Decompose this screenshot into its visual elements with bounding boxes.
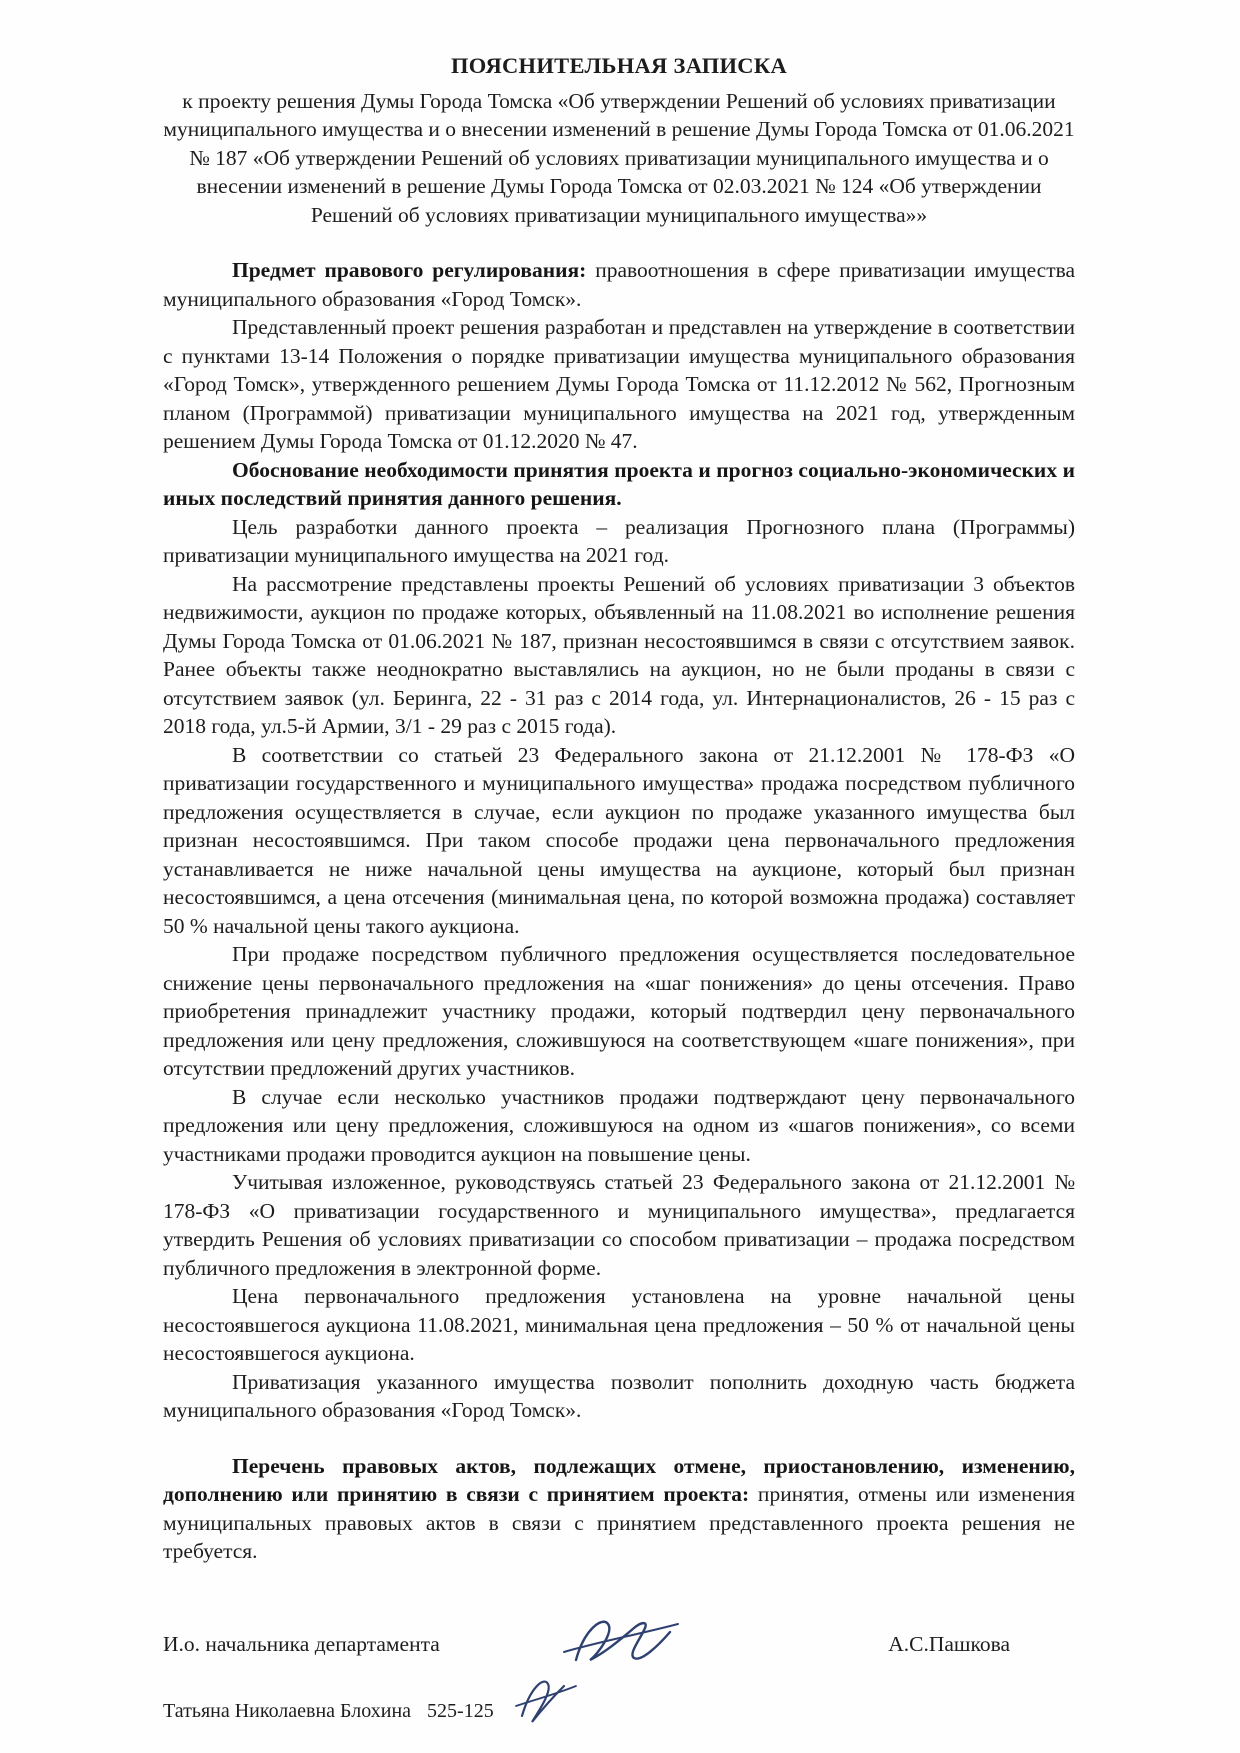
paragraph-text: Цена первоначального предложения установлена на уровне начальной цены несостоявшегося аукциона 11.08.2021, минимальная цена предложения – 50 % от начальной цены несостоявшегося аукциона. bbox=[163, 1284, 1075, 1365]
signer-position: И.о. начальника департамента bbox=[163, 1632, 440, 1657]
paragraph-acts-list bbox=[163, 1452, 1075, 1566]
paragraph-text: В случае если несколько участников продажи подтверждают цену первоначального предложения или цену предложения, сложившуюся на одном из «шагов понижения», со всеми участниками продажи проводится аукцион на повышение цены. bbox=[163, 1084, 1075, 1166]
paragraph-subject bbox=[163, 256, 1075, 313]
executor-signature-icon bbox=[508, 1672, 580, 1730]
paragraph-law-178fz bbox=[163, 741, 1075, 941]
paragraph-multiple-participants bbox=[163, 1083, 1075, 1169]
paragraph-lead: Перечень правовых актов, подлежащих отмене, приостановлению, изменению, дополнению или принятию в связи с принятием проекта: bbox=[163, 1453, 1075, 1506]
paragraph-text: принятия, отмены или изменения муниципальных правовых актов в связи с принятием представленного проекта решения не требуется. bbox=[163, 1482, 1075, 1563]
paragraph-budget bbox=[163, 1368, 1075, 1425]
paragraph-goal bbox=[163, 513, 1075, 570]
document-body bbox=[163, 256, 1075, 1566]
paragraph-text: Представленный проект решения разработан и представлен на утверждение в соответствии с пунктами 13-14 Положения о порядке приватизации имущества муниципального образования «Город Томск», утвержденного решением Думы Города Томска от 11.12.2012 № 562, Прогнозным планом (Программой) приватизации муниципального имущества на 2021 год, утвержденным решением Думы Города Томска от 01.12.2020 № 47. bbox=[163, 315, 1075, 453]
paragraph-text: При продаже посредством публичного предложения осуществляется последовательное снижение цены первоначального предложения на «шаг понижения» до цены отсечения. Право приобретения принадлежит участнику продажи, который подтвердил цену первоначального предложения или цену предложения, сложившуюся на соответствующем «шаге понижения», при отсутствии предложений других участников. bbox=[163, 942, 1075, 1080]
signature-block bbox=[163, 1610, 1075, 1680]
document-title: ПОЯСНИТЕЛЬНАЯ ЗАПИСКА bbox=[450, 53, 788, 78]
paragraph-proposal bbox=[163, 1168, 1075, 1282]
paragraph-initial-price bbox=[163, 1282, 1075, 1368]
executor-phone: 525-125 bbox=[427, 1700, 494, 1723]
paragraph-lead: Обоснование необходимости принятия проекта и прогноз социально-экономических и иных последствий принятия данного решения. bbox=[163, 457, 1075, 510]
paragraph-price-reduction bbox=[163, 940, 1075, 1083]
executor-name: Татьяна Николаевна Блохина bbox=[163, 1700, 412, 1723]
paragraph-text: Учитывая изложенное, руководствуясь статьей 23 Федерального закона от 21.12.2001 № 178-ФЗ «О приватизации государственного и муниципального имущества», предлагается утвердить Решения об условиях приватизации со способом приватизации – продажа посредством публичного предложения в электронной форме. bbox=[163, 1170, 1075, 1280]
signature-icon bbox=[556, 1610, 682, 1672]
paragraph-text: Цель разработки данного проекта – реализация Прогнозного плана (Программы) приватизации муниципального имущества на 2021 год. bbox=[163, 514, 1075, 567]
paragraph-objects bbox=[163, 570, 1075, 741]
paragraph-text: На рассмотрение представлены проекты Решений об условиях приватизации 3 объектов недвижимости, аукцион по продаже которых, объявленный на 11.08.2021 во исполнение решения Думы Города Томска от 01.06.2021 № 187, признан несостоявшимся в связи с отсутствием заявок. Ранее объекты также неоднократно выставлялись на аукцион, но не были проданы в связи с отсутствием заявок (ул. Беринга, 22 - 31 раз с 2014 года, ул. Интернационалистов, 26 - 15 раз с 2018 года, ул.5-й Армии, 3/1 - 29 раз с 2015 года). bbox=[163, 571, 1075, 738]
paragraph-text: Приватизация указанного имущества позволит пополнить доходную часть бюджета муниципального образования «Город Томск». bbox=[163, 1369, 1075, 1422]
paragraph-lead: Предмет правового регулирования: bbox=[232, 258, 587, 282]
document-subtitle: к проекту решения Думы Города Томска «Об утверждении Решений об условиях приватизации муниципального имущества и о внесении изменений в решение Думы Города Томска от 01.06.2021 № 187 «Об утверждении Решений об условиях приватизации муниципального имущества и о внесении изменений в решение Думы Города Томска от 02.03.2021 № 124 «Об утверждении Решений об условиях приватизации муниципального имущества»» bbox=[163, 88, 1075, 227]
paragraph-project-basis bbox=[163, 313, 1075, 456]
paragraph-text: правоотношения в сфере приватизации имущества муниципального образования «Город Томск». bbox=[163, 258, 1075, 311]
executor-block bbox=[163, 1694, 1075, 1730]
paragraph-justification-heading bbox=[163, 456, 1075, 513]
paragraph-text: В соответствии со статьей 23 Федерального закона от 21.12.2001 № 178-ФЗ «О приватизации государственного и муниципального имущества» продажа посредством публичного предложения осуществляется в случае, если аукцион по продаже указанного имущества был признан несостоявшимся. При таком способе продажи цена первоначального предложения устанавливается не ниже начальной цены имущества на аукционе, который был признан несостоявшимся, а цена отсечения (минимальная цена, по которой возможна продажа) составляет 50 % начальной цены такого аукциона. bbox=[163, 742, 1075, 938]
signer-name: А.С.Пашкова bbox=[888, 1632, 1010, 1657]
